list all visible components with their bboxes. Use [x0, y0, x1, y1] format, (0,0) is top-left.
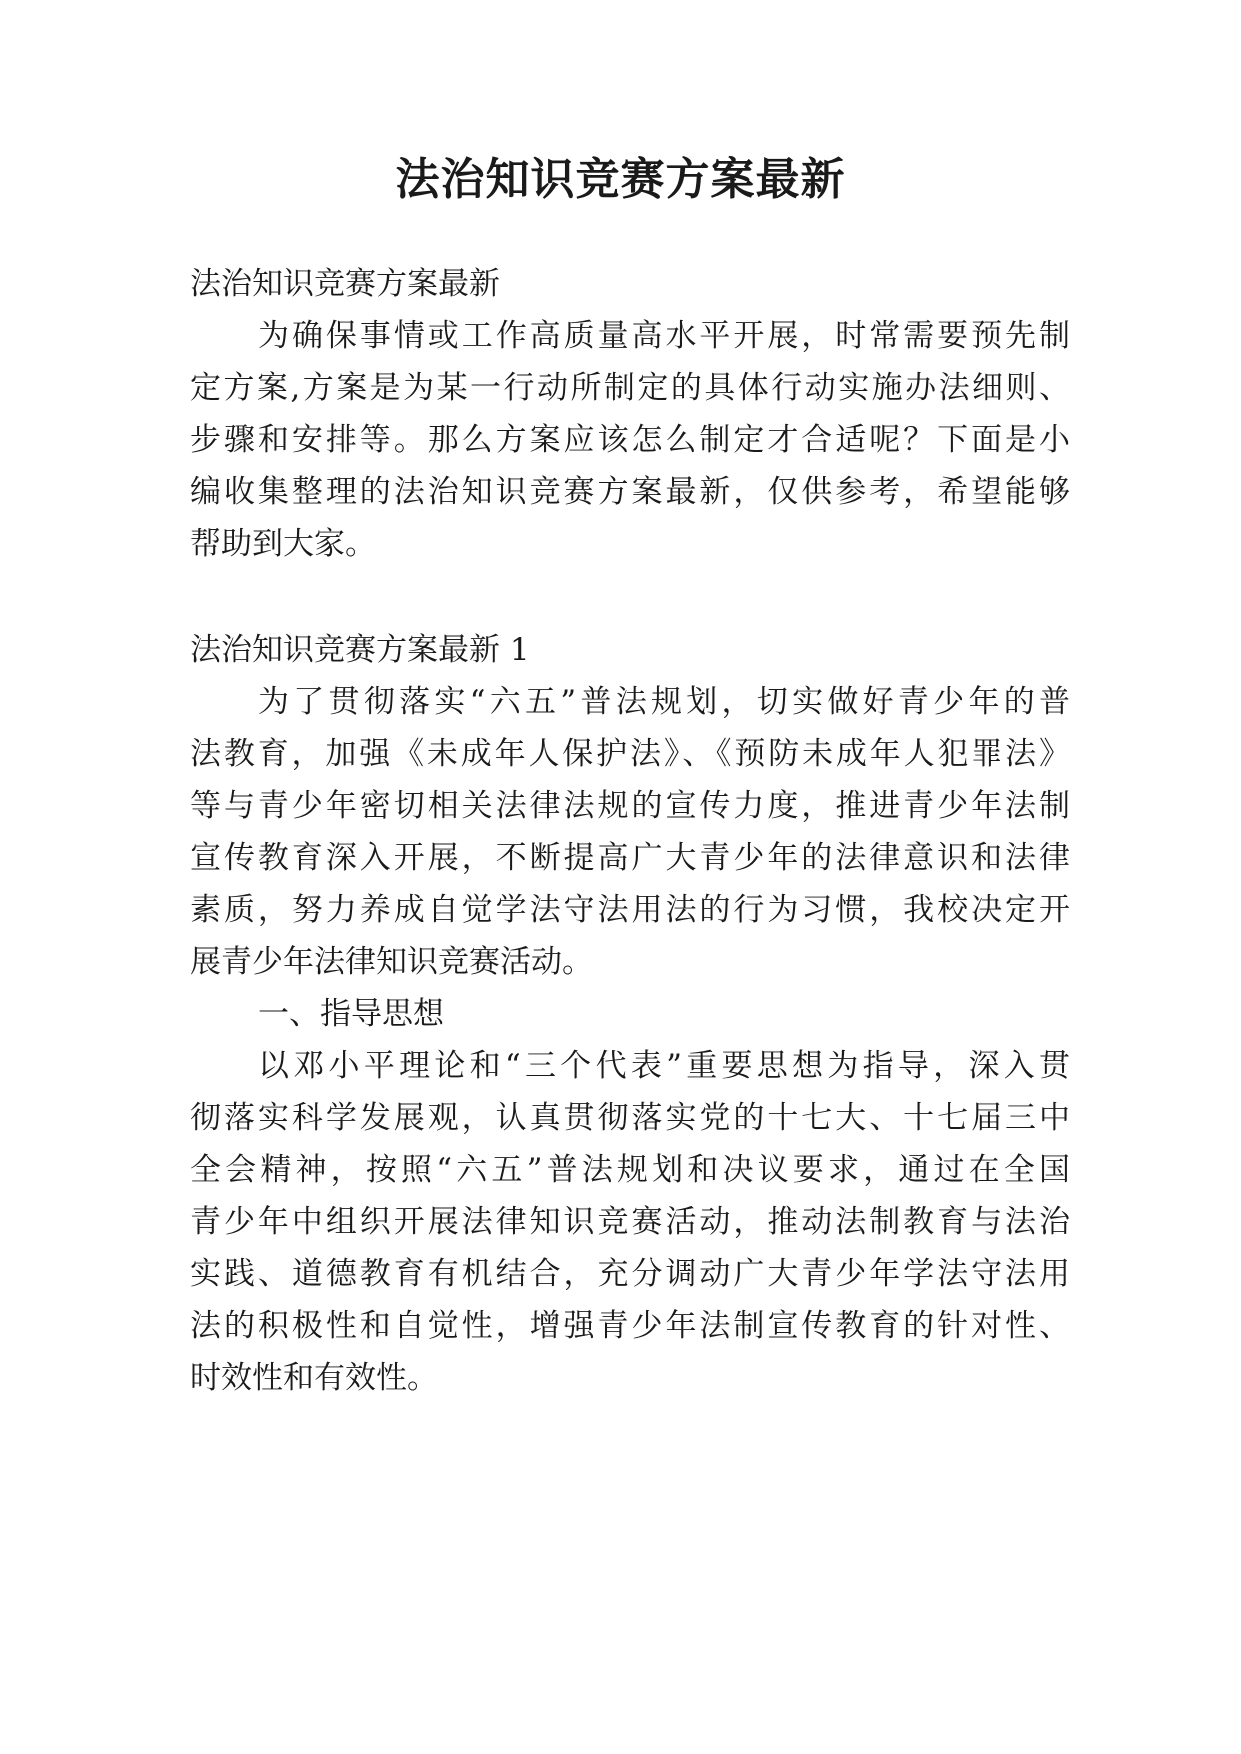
guiding-heading: 一、指导思想	[258, 996, 444, 1032]
paragraph-line: 为确保事情或工作高质量高水平开展，时常需要预先制	[258, 318, 1070, 354]
paragraph-line: 展青少年法律知识竞赛活动。	[190, 944, 593, 980]
paragraph-line: 彻落实科学发展观，认真贯彻落实党的十七大、十七届三中	[190, 1100, 1070, 1136]
paragraph-line: 青少年中组织开展法律知识竞赛活动，推动法制教育与法治	[190, 1204, 1070, 1240]
paragraph-line: 实践、道德教育有机结合，充分调动广大青少年学法守法用	[190, 1256, 1070, 1292]
paragraph-line: 法的积极性和自觉性，增强青少年法制宣传教育的针对性、	[190, 1308, 1070, 1344]
paragraph-line: 全会精神，按照“六五”普法规划和决议要求，通过在全国	[190, 1152, 1070, 1188]
paragraph-line: 为了贯彻落实“六五”普法规划，切实做好青少年的普	[258, 684, 1070, 720]
paragraph-line: 素质，努力养成自觉学法守法用法的行为习惯，我校决定开	[190, 892, 1070, 928]
paragraph-line: 编收集整理的法治知识竞赛方案最新，仅供参考，希望能够	[190, 474, 1070, 510]
paragraph-line: 宣传教育深入开展，不断提高广大青少年的法律意识和法律	[190, 840, 1070, 876]
paragraph-line: 等与青少年密切相关法律法规的宣传力度，推进青少年法制	[190, 788, 1070, 824]
paragraph-line: 步骤和安排等。那么方案应该怎么制定才合适呢？下面是小	[190, 422, 1070, 458]
paragraph-line: 定方案,方案是为某一行动所制定的具体行动实施办法细则、	[190, 370, 1070, 406]
intro-heading: 法治知识竞赛方案最新	[190, 266, 500, 302]
section1-heading: 法治知识竞赛方案最新 1	[190, 632, 530, 668]
paragraph-line: 帮助到大家。	[190, 526, 376, 562]
paragraph-line: 以邓小平理论和“三个代表”重要思想为指导，深入贯	[258, 1048, 1070, 1084]
document-title: 法治知识竞赛方案最新	[395, 154, 846, 205]
paragraph-line: 法教育，加强《未成年人保护法》、《预防未成年人犯罪法》	[190, 736, 1070, 772]
paragraph-line: 时效性和有效性。	[190, 1360, 438, 1396]
